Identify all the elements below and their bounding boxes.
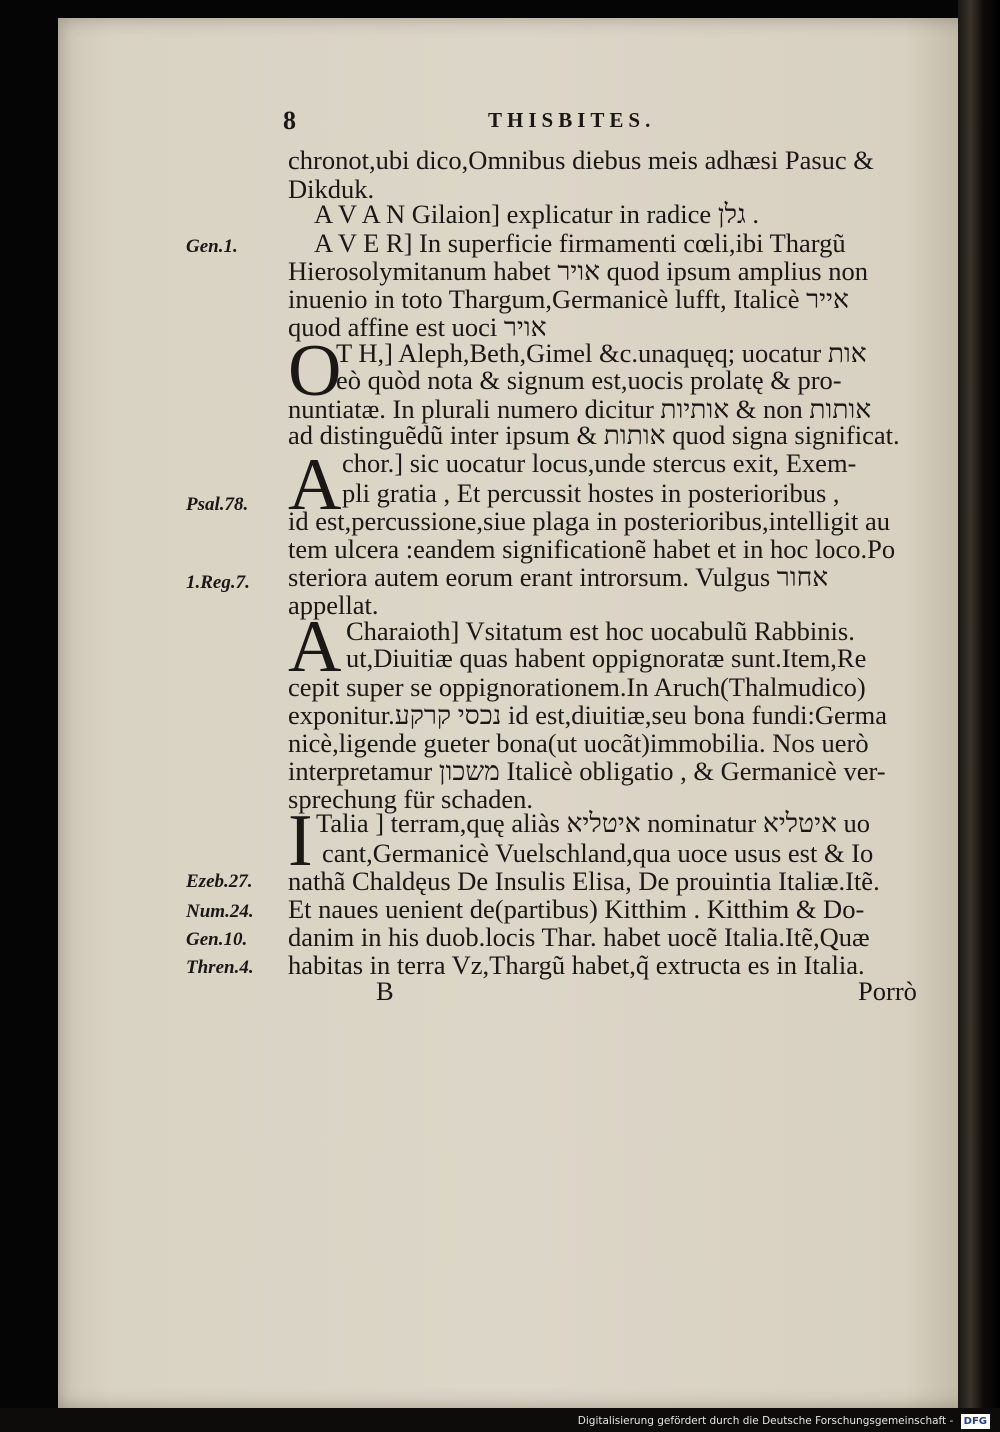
text-line: cepit super se oppignorationem.In Aruch(Thalmudico) <box>288 672 866 702</box>
text-line: inuenio in toto Thargum,Germanicè lufft, Italicè אייר <box>288 284 849 314</box>
text-line: pli gratia , Et percussit hostes in posterioribus , <box>342 478 840 508</box>
text-line: id est,percussione,siue plaga in posterioribus,intelligit au <box>288 506 891 536</box>
digitization-credit <box>0 1410 990 1432</box>
catchword: Porrò <box>858 976 917 1006</box>
margin-note: Psal.78. <box>186 494 249 515</box>
text-line: exponitur.נכסי קרקע id est,diuitiæ,seu bona fundi:Germa <box>288 700 888 730</box>
text-line: appellat. <box>288 590 379 620</box>
text-line: Charaioth] Vsitatum est hoc uocabulũ Rabbinis. <box>346 616 855 646</box>
margin-note: Ezeb.27. <box>186 871 253 892</box>
text-line: habitas in terra Vz,Thargũ habet,q̃ extructa es in Italia. <box>288 950 865 980</box>
page-number: 8 <box>283 106 296 135</box>
margin-note: Thren.4. <box>186 957 254 978</box>
drop-cap: A <box>288 606 342 688</box>
text-line: nicè,ligende gueter bona(ut uocãt)immobilia. Nos uerò <box>288 728 869 758</box>
text-line: chronot,ubi dico,Omnibus diebus meis adhæsi Pasuc & <box>288 145 874 175</box>
text-line: Dikduk. <box>288 174 375 204</box>
text-line: nuntiatæ. In plurali numero dicitur אותיות & non אותות <box>288 394 872 424</box>
text-line: tem ulcera :eandem significationẽ habet et in hoc loco.Po <box>288 534 896 564</box>
text-line: steriora autem eorum erant introrsum. Vulgus אחור <box>288 562 829 592</box>
drop-cap: O <box>288 330 342 412</box>
margin-note: Gen.10. <box>186 929 248 950</box>
text-line: T H,] Aleph,Beth,Gimel &c.unaquęq; uocatur אות <box>336 338 867 368</box>
text-line: nathã Chaldęus De Insulis Elisa, De prouintia Italiæ.Itẽ. <box>288 866 880 896</box>
page-header <box>283 106 703 138</box>
text-line: danim in his duob.locis Thar. habet uocẽ Italia.Itẽ,Quæ <box>288 922 870 952</box>
running-title: THISBITES. <box>488 108 656 132</box>
dfg-logo[interactable]: DFG <box>961 1414 990 1429</box>
text-line: interpretamur משכון Italicè obligatio , & Germanicè ver- <box>288 756 886 786</box>
credit-text: Digitalisierung gefördert durch die Deutsche Forschungsgemeinschaft - <box>577 1415 954 1427</box>
signature-mark: B <box>376 976 394 1006</box>
text-line: sprechung für schaden. <box>288 784 534 814</box>
text-line: Hierosolymitanum habet אויר quod ipsum amplius non <box>288 256 868 286</box>
margin-note: 1.Reg.7. <box>186 572 250 593</box>
text-line: chor.] sic uocatur locus,unde stercus exit, Exem- <box>342 448 857 478</box>
text-line: Et naues uenient de(partibus) Kitthim . Kitthim & Do- <box>288 894 865 924</box>
margin-note: Num.24. <box>186 901 254 922</box>
margin-note: Gen.1. <box>186 236 238 257</box>
text-line: Talia ] terram,quę aliàs איטליא nominatur איטליא uo <box>316 808 871 838</box>
text-line: ut,Diuitiæ quas habent oppignoratæ sunt.Item,Re <box>346 643 867 673</box>
text-line: ad distinguẽdũ inter ipsum & אותות quod signa significat. <box>288 420 900 450</box>
text-line: A V E R] In superficie firmamenti cœli,ibi Thargũ <box>314 228 846 258</box>
text-line: eò quòd nota & signum est,uocis prolatę & pro- <box>336 365 842 395</box>
drop-cap: A <box>288 444 342 526</box>
text-line: A V A N Gilaion] explicatur in radice גלן . <box>314 199 759 229</box>
drop-cap: I <box>288 800 313 882</box>
text-line: quod affine est uoci אויר <box>288 312 547 342</box>
text-line: cant,Germanicè Vuelschland,qua uoce usus est & Io <box>322 838 874 868</box>
book-spine <box>958 0 1000 1408</box>
